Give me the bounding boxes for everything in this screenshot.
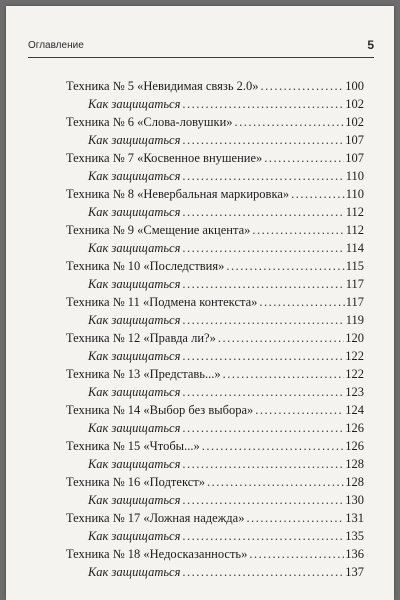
dot-leader — [264, 149, 344, 167]
dot-leader — [182, 455, 344, 473]
dot-leader — [291, 185, 345, 203]
toc-entry-page: 128 — [345, 457, 364, 471]
dot-leader — [202, 437, 345, 455]
toc-entry-page: 117 — [345, 277, 364, 291]
toc-entry — [66, 509, 364, 527]
toc-entry — [66, 113, 364, 131]
toc-subentry — [66, 95, 364, 113]
toc-entry-title: Техника № 7 «Косвенное внушение» — [66, 151, 263, 165]
toc-subentry — [66, 203, 364, 221]
toc-entry-title: Техника № 16 «Подтекст» — [66, 475, 205, 489]
toc-entry-title: Как защищаться — [88, 205, 181, 219]
toc-entry-title: Как защищаться — [88, 565, 181, 579]
toc-entry — [66, 329, 364, 347]
toc-entry — [66, 437, 364, 455]
toc-entry-page: 107 — [345, 151, 364, 165]
toc-subentry — [66, 455, 364, 473]
toc-entry-page: 136 — [345, 547, 364, 561]
dot-leader — [207, 473, 344, 491]
dot-leader — [182, 311, 344, 329]
page-number: 5 — [367, 38, 374, 52]
toc-subentry — [66, 419, 364, 437]
dot-leader — [249, 545, 344, 563]
toc-entry-page: 110 — [345, 169, 364, 183]
dot-leader — [182, 131, 344, 149]
toc-entry-page: 110 — [345, 187, 364, 201]
toc-subentry — [66, 131, 364, 149]
toc-subentry — [66, 491, 364, 509]
toc-entry-page: 107 — [345, 133, 364, 147]
dot-leader — [182, 239, 344, 257]
toc-entry-page: 126 — [345, 421, 364, 435]
dot-leader — [182, 167, 344, 185]
dot-leader — [182, 491, 344, 509]
dot-leader — [235, 113, 345, 131]
toc-entry-title: Как защищаться — [88, 169, 181, 183]
dot-leader — [182, 527, 344, 545]
toc-subentry — [66, 275, 364, 293]
toc-entry-page: 100 — [345, 79, 364, 93]
toc-subentry — [66, 311, 364, 329]
toc-entry-title: Техника № 13 «Представь...» — [66, 367, 221, 381]
toc-entry-title: Как защищаться — [88, 241, 181, 255]
dot-leader — [226, 257, 344, 275]
toc-subentry — [66, 383, 364, 401]
dot-leader — [182, 275, 344, 293]
toc-entry-page: 114 — [345, 241, 364, 255]
dot-leader — [223, 365, 345, 383]
toc-entry-page: 112 — [345, 223, 364, 237]
toc-entry-title: Техника № 14 «Выбор без выбора» — [66, 403, 254, 417]
dot-leader — [182, 203, 344, 221]
toc-entry-page: 120 — [345, 331, 364, 345]
toc-subentry — [66, 527, 364, 545]
dot-leader — [182, 383, 344, 401]
toc-entry-title: Техника № 15 «Чтобы...» — [66, 439, 200, 453]
toc-entry-title: Как защищаться — [88, 97, 181, 111]
dot-leader — [182, 419, 344, 437]
toc-entry — [66, 293, 364, 311]
toc-entry-page: 102 — [345, 115, 364, 129]
toc-entry — [66, 401, 364, 419]
toc-entry-title: Как защищаться — [88, 277, 181, 291]
toc-entry-page: 135 — [345, 529, 364, 543]
dot-leader — [182, 347, 344, 365]
toc-entry-page: 131 — [345, 511, 364, 525]
toc-entry-page: 124 — [345, 403, 364, 417]
toc-entry-page: 102 — [345, 97, 364, 111]
toc-entry-title: Техника № 10 «Последствия» — [66, 259, 225, 273]
toc-entry-page: 123 — [345, 385, 364, 399]
toc-entry — [66, 77, 364, 95]
toc-entry-page: 122 — [345, 367, 364, 381]
toc-entry-title: Как защищаться — [88, 349, 181, 363]
toc-entry-title: Как защищаться — [88, 313, 181, 327]
toc-subentry — [66, 167, 364, 185]
toc-entry-title: Как защищаться — [88, 133, 181, 147]
toc-entry-title: Техника № 11 «Подмена контекста» — [66, 295, 258, 309]
toc-entry-title: Как защищаться — [88, 529, 181, 543]
toc-entry-page: 112 — [345, 205, 364, 219]
dot-leader — [255, 401, 344, 419]
toc-entry — [66, 185, 364, 203]
toc-entry-title: Как защищаться — [88, 457, 181, 471]
toc-entry — [66, 257, 364, 275]
table-of-contents — [66, 77, 364, 581]
toc-entry-title: Техника № 17 «Ложная надежда» — [66, 511, 245, 525]
toc-subentry — [66, 239, 364, 257]
toc-entry — [66, 545, 364, 563]
toc-entry-title: Как защищаться — [88, 493, 181, 507]
toc-entry-title: Техника № 8 «Невербальная маркировка» — [66, 187, 290, 201]
running-head — [28, 40, 374, 56]
toc-subentry — [66, 347, 364, 365]
toc-entry-page: 122 — [345, 349, 364, 363]
header-rule — [28, 57, 374, 58]
toc-entry-title: Как защищаться — [88, 385, 181, 399]
toc-entry-page: 115 — [345, 259, 364, 273]
toc-entry-title: Техника № 18 «Недосказанность» — [66, 547, 248, 561]
toc-entry-page: 119 — [345, 313, 364, 327]
toc-entry-title: Техника № 12 «Правда ли?» — [66, 331, 216, 345]
toc-subentry — [66, 563, 364, 581]
toc-entry-page: 117 — [345, 295, 364, 309]
toc-entry-page: 130 — [345, 493, 364, 507]
toc-entry — [66, 473, 364, 491]
dot-leader — [252, 221, 344, 239]
running-head-title: Оглавление — [28, 40, 84, 51]
toc-entry — [66, 221, 364, 239]
dot-leader — [259, 293, 344, 311]
toc-entry-title: Техника № 5 «Невидимая связь 2.0» — [66, 79, 259, 93]
toc-entry — [66, 365, 364, 383]
toc-entry — [66, 149, 364, 167]
book-page — [6, 6, 394, 600]
toc-entry-title: Как защищаться — [88, 421, 181, 435]
dot-leader — [182, 563, 344, 581]
toc-entry-page: 126 — [345, 439, 364, 453]
toc-entry-title: Техника № 6 «Слова-ловушки» — [66, 115, 233, 129]
toc-entry-page: 137 — [345, 565, 364, 579]
toc-entry-page: 128 — [345, 475, 364, 489]
dot-leader — [218, 329, 344, 347]
dot-leader — [246, 509, 344, 527]
dot-leader — [261, 77, 345, 95]
dot-leader — [182, 95, 344, 113]
toc-entry-title: Техника № 9 «Смещение акцента» — [66, 223, 251, 237]
